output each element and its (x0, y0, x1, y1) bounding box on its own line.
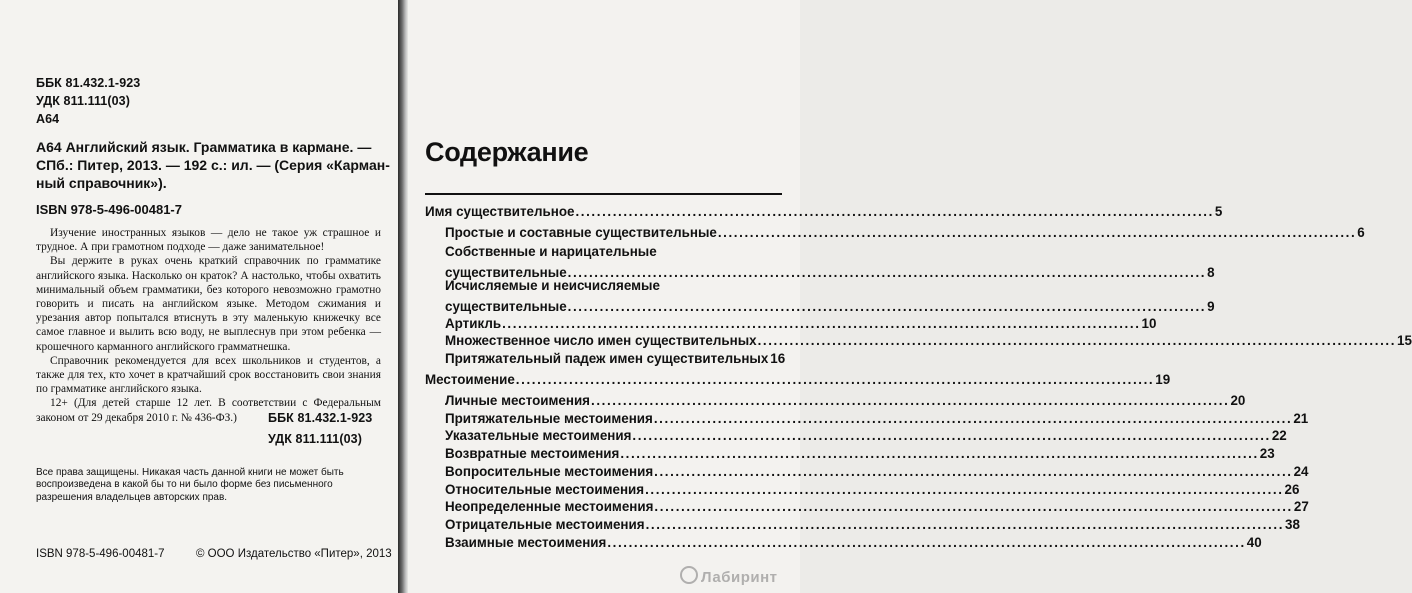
toc-leader-dots: ........................................................................................................................ (654, 464, 1293, 479)
toc-page-number: 20 (1230, 393, 1246, 408)
bibliographic-line-1: А64 Английский язык. Грамматика в кармане. — (36, 139, 372, 155)
toc-entry-label: Простые и составные существительные (445, 225, 717, 240)
toc-leader-dots: ........................................................................................................................ (502, 316, 1141, 331)
book-gutter (398, 0, 408, 593)
toc-subsection-entry (445, 514, 1300, 532)
toc-leader-dots: ........................................................................................................................ (653, 411, 1293, 426)
toc-subsection-entry (445, 296, 1215, 314)
toc-page-number: 38 (1285, 517, 1300, 532)
toc-page-number: 15 (1397, 333, 1412, 348)
toc-entry-label: Указательные местоимения (445, 428, 632, 443)
toc-subsection-entry (445, 443, 1275, 461)
toc-entry-label: Притяжательные местоимения (445, 411, 653, 426)
toc-leader-dots: ........................................................................................................................ (645, 517, 1285, 532)
copyright-notice: © ООО Издательство «Питер», 2013 (196, 548, 392, 560)
toc-leader-dots: ........................................................................................................................ (575, 204, 1214, 219)
toc-entry-label: Неопределенные местоимения (445, 499, 654, 514)
bbk-code-top: ББК 81.432.1-923 (36, 76, 141, 90)
toc-title-rule (425, 193, 782, 195)
toc-subsection-entry (445, 461, 1309, 479)
toc-subsection-entry (445, 425, 1287, 443)
toc-page-number: 9 (1207, 299, 1215, 314)
toc-subsection-entry (445, 330, 1412, 348)
toc-entry-label: Отрицательные местоимения (445, 517, 645, 532)
toc-entry-label: Взаимные местоимения (445, 535, 607, 550)
toc-subsection-entry (445, 408, 1309, 426)
watermark-text: Лабиринт (701, 569, 778, 586)
toc-page-number: 8 (1207, 265, 1215, 280)
toc-entry-label: Личные местоимения (445, 393, 590, 408)
rights-notice: Все права защищены. Никакая часть данной книги не может быть воспроизведена в какой бы то ни было форме без письменного разрешения владельцев авторских прав. (36, 467, 344, 503)
toc-page-number: 23 (1259, 446, 1275, 461)
toc-entry-label: Собственные и нарицательные (445, 244, 657, 259)
udk-code-top: УДК 811.111(03) (36, 94, 130, 108)
toc-page-number: 19 (1155, 372, 1171, 387)
toc-leader-dots: ........................................................................................................................ (645, 482, 1284, 497)
toc-leader-dots: ........................................................................................................................ (567, 299, 1207, 314)
labirint-watermark (680, 566, 778, 586)
annotation-paragraph: Вы держите в руках очень краткий справочник по грамматике английского языка. Насколько он краток? А настолько, чтобы охватить минимальный объем грамматики, без которого невозможно грамотно говорить и писать на английском языке. Методом сжимания и урезания автор попытался втиснуть в эту маленькую книжечку все самое главное и вылить всю воду, не выплеснув при этом ребенка — крошечного карманного английского грамматнешка. (36, 255, 381, 353)
toc-entry-label: Относительные местоимения (445, 482, 645, 497)
annotation (36, 226, 381, 425)
toc-entry-label: Притяжательный падеж имен существительных (445, 351, 769, 366)
toc-title: Содержание (425, 137, 589, 167)
toc-leader-dots: ........................................................................................................................ (567, 265, 1207, 280)
toc-page-number: 5 (1214, 204, 1223, 219)
toc-leader-dots: ........................................................................................................................ (591, 393, 1230, 408)
toc-leader-dots: ........................................................................................................................ (515, 372, 1155, 387)
toc-entry-label: существительные (445, 265, 567, 280)
author-mark: А64 (36, 112, 60, 126)
toc-entry-label: Местоимение (425, 372, 515, 387)
toc-leader-dots: ........................................................................................................................ (757, 333, 1397, 348)
toc-entry-label: Имя существительное (425, 204, 575, 219)
toc-leader-dots: ........................................................................................................................ (607, 535, 1246, 550)
annotation-paragraph: Изучение иностранных языков — дело не такое уж страшное и трудное. А при грамотном подходе — даже занимательное! (36, 227, 381, 254)
toc-page-number: 22 (1271, 428, 1287, 443)
toc-page-number: 40 (1246, 535, 1262, 550)
bbk-code-bottom: ББК 81.432.1-923 (268, 411, 373, 425)
toc-page-number: 16 (770, 351, 786, 366)
isbn-bottom: ISBN 978-5-496-00481-7 (36, 548, 165, 560)
annotation-paragraph: Справочник рекомендуется для всех школьников и студентов, а также для тех, кто хочет в кратчайший срок восстановить свои знания по грамматике английского языка. (36, 354, 381, 396)
toc-leader-dots: ........................................................................................................................ (654, 499, 1293, 514)
toc-subsection-entry (445, 479, 1300, 497)
toc-entry-label: существительные (445, 299, 567, 314)
toc-subsection-entry (445, 390, 1246, 408)
toc-subsection-entry (445, 532, 1262, 550)
toc-subsection-entry (445, 222, 1365, 240)
toc-entry-label: Множественное число имен существительных (445, 333, 757, 348)
isbn-top: ISBN 978-5-496-00481-7 (36, 202, 182, 217)
toc-page-number: 27 (1293, 499, 1309, 514)
toc-page-number: 26 (1284, 482, 1300, 497)
bibliographic-line-3: ный справочник»). (36, 175, 167, 191)
annotation-paragraph: 12+ (Для детей старше 12 лет. В соответствии с Федеральным законом от 29 декабря 2010 г. № 436-ФЗ.) (36, 397, 381, 424)
toc-entry-label: Исчисляемые и неисчисляемые (445, 278, 660, 293)
toc-leader-dots: ........................................................................................................................ (620, 446, 1259, 461)
bibliographic-line-2: СПб.: Питер, 2013. — 192 с.: ил. — (Серия «Карман- (36, 157, 390, 173)
udk-code-bottom: УДК 811.111(03) (268, 432, 362, 446)
toc-subsection-entry (445, 313, 1157, 331)
toc-page-number: 10 (1141, 316, 1157, 331)
toc-page-number: 21 (1293, 411, 1309, 426)
toc-section-entry (425, 201, 1223, 219)
watermark-logo-icon (680, 566, 698, 584)
toc-entry-label: Вопросительные местоимения (445, 464, 654, 479)
toc-subsection-entry (445, 348, 786, 366)
toc-page-number: 6 (1357, 225, 1365, 240)
toc-subsection-entry (445, 496, 1309, 514)
toc-leader-dots: ........................................................................................................................ (632, 428, 1271, 443)
toc-leader-dots: ........................................................................................................................ (717, 225, 1357, 240)
toc-page-number: 24 (1293, 464, 1309, 479)
toc-section-entry (425, 369, 1171, 387)
toc-entry-label: Возвратные местоимения (445, 446, 620, 461)
toc-entry-label: Артикль (445, 316, 502, 331)
